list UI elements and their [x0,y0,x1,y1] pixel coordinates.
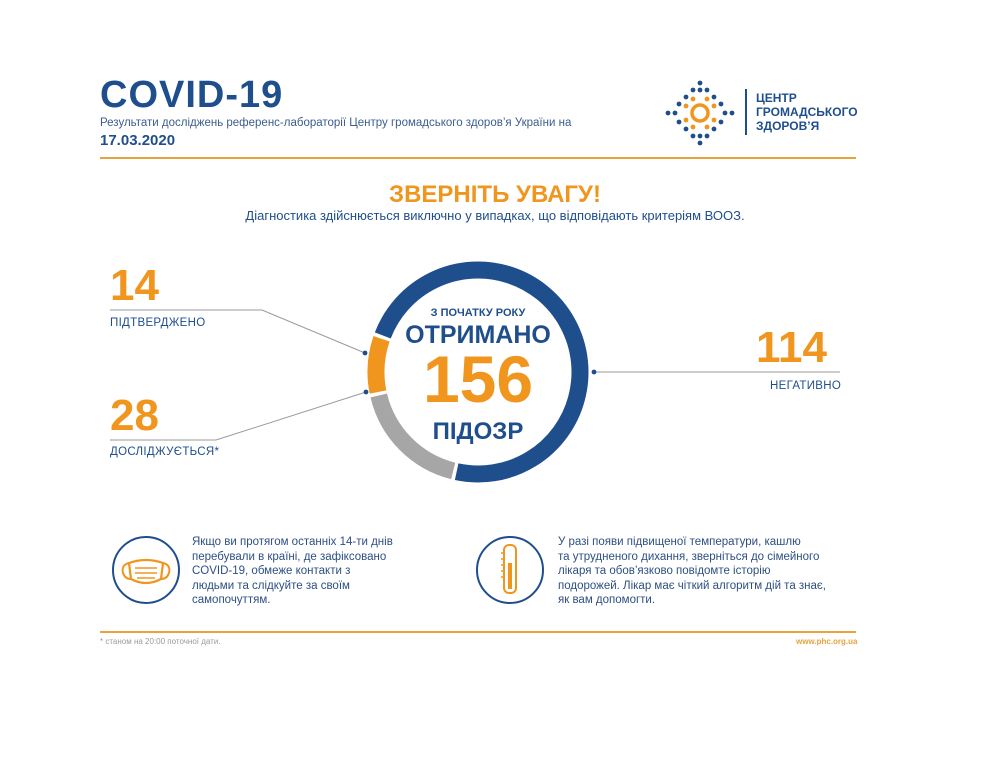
mask-advice-text [192,535,432,608]
footer-url[interactable]: www.phc.org.ua [796,637,858,646]
logo-line-2: ГРОМАДСЬКОГО [756,105,858,119]
mask-text-line: COVID-19, обмеже контакти з [192,565,351,577]
leader-confirmed-dot [363,351,368,356]
slice-confirmed [376,339,382,392]
page-title: COVID-19 [100,74,284,116]
mask-text-line: людьми та слідкуйте за своїм [192,579,350,592]
logo-line-3: ЗДОРОВ’Я [756,119,820,133]
mask-text-line: самопочуттям. [192,594,271,606]
page-subtitle: Результати досліджень референс-лабораторії Центру громадського здоров’я України на [100,117,572,129]
face-mask-icon [111,535,181,605]
center-total-value: 156 [422,342,534,416]
footer-divider [100,631,856,633]
negative-value: 114 [756,323,827,372]
thermometer-icon [475,535,545,605]
thermo-text-line: та утрудненого дихання, зверніться до сімейного [558,550,820,563]
footer-note: * станом на 20:00 поточної дати. [100,637,221,646]
mask-text-line: Якщо ви протягом останніх 14-ти днів [192,536,393,548]
thermo-text-line: У разі появи підвищеної температури, кашлю [558,536,801,548]
leader-confirmed [110,310,365,353]
negative-label: НЕГАТИВНО [770,380,842,392]
mask-text-line: перебували в країні, де зафіксовано [192,550,387,563]
center-received-label: ОТРИМАНО [405,321,551,349]
thermo-text-line: лікаря та обов’язково повідомте історію [558,565,771,577]
attention-text: Діагностика здійснюється виключно у випадках, що відповідають критеріям ВООЗ. [245,208,745,223]
center-suspected-label: ПІДОЗР [432,418,524,445]
leader-investigating [110,392,366,440]
investigating-value: 28 [110,391,159,440]
leader-investigating-dot [364,390,369,395]
attention-heading: ЗВЕРНІТЬ УВАГУ! [389,181,601,208]
thermometer-advice-text [558,535,858,608]
investigating-label: ДОСЛІДЖУЄТЬСЯ* [110,446,220,458]
center-pre-label: З ПОЧАТКУ РОКУ [430,307,526,319]
thermo-text-line: як вам допомогти. [558,594,656,606]
report-date: 17.03.2020 [100,132,176,149]
confirmed-label: ПІДТВЕРДЖЕНО [110,317,206,329]
confirmed-value: 14 [110,261,159,310]
thermo-text-line: подорожей. Лікар має чіткий алгоритм дій та знає, [558,579,826,592]
leader-negative-dot [592,370,597,375]
logo-line-1: ЦЕНТР [756,91,797,105]
